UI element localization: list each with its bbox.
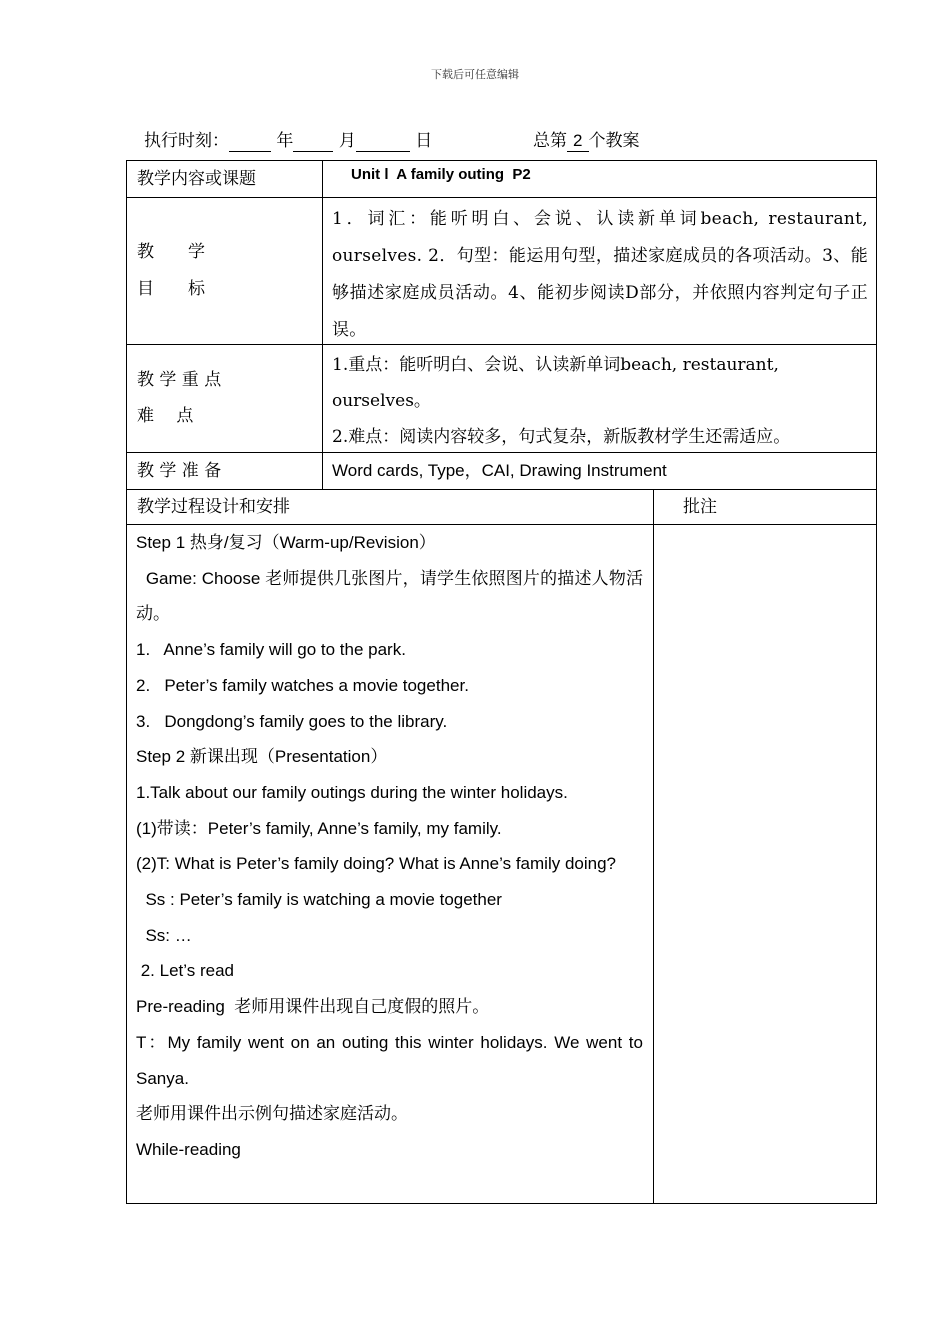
topic-value: Unit l A family outing P2 xyxy=(351,166,531,183)
year-label: 年 xyxy=(276,131,294,151)
col-divider xyxy=(322,161,323,489)
process-label: 教学过程设计和安排 xyxy=(137,497,290,517)
process-line: 1. Anne’s family will go to the park. xyxy=(136,640,406,660)
process-line: While-reading xyxy=(136,1139,241,1159)
process-content xyxy=(136,525,643,1168)
goals-label-1: 教 学 xyxy=(137,242,205,262)
prep-label: 教 学 准 备 xyxy=(137,461,222,481)
process-line: (1)带读：Peter’s family, Anne’s family, my family. xyxy=(136,818,502,838)
col-divider xyxy=(653,489,654,1203)
day-blank xyxy=(356,134,410,152)
day-label: 日 xyxy=(415,131,433,151)
process-line: 2. Peter’s family watches a movie together. xyxy=(136,675,469,695)
date-line xyxy=(144,126,640,152)
prep-value: Word cards, Type，CAI, Drawing Instrument xyxy=(332,461,667,480)
process-line: T：My family went on an outing this winter holidays. We went to Sanya. xyxy=(136,1032,643,1088)
goals-value: 1．词汇：能听明白、会说、认读新单词beach, restaurant, ourselves. 2．句型：能运用句型，描述家庭成员的各项活动。3、能够描述家庭成员活动。4、能初步阅读D部分，并依照内容判定句子正误。 xyxy=(332,209,868,340)
notes-label: 批注 xyxy=(683,497,717,517)
process-line: Step 2 新课出现（Presentation） xyxy=(136,747,388,767)
goals-label-2: 目 标 xyxy=(137,279,205,299)
key-value xyxy=(332,347,872,455)
month-label: 月 xyxy=(338,131,356,151)
process-line: Ss: … xyxy=(136,925,192,945)
month-blank xyxy=(293,134,333,152)
lesson-plan-table xyxy=(126,160,877,1204)
key-line-3: 2.难点：阅读内容较多，句式复杂，新版教材学生还需适应。 xyxy=(332,427,791,447)
process-line: Step 1 热身/复习（Warm-up/Revision） xyxy=(136,533,436,552)
process-line: Game: Choose 老师提供几张图片，请学生依照图片的描述人物活动。 xyxy=(136,568,643,624)
row-divider xyxy=(127,197,876,198)
header-note: 下载后可任意编辑 xyxy=(431,68,519,81)
process-line: Pre-reading 老师用课件出现自己度假的照片。 xyxy=(136,997,490,1017)
total-suffix: 个教案 xyxy=(588,131,640,151)
total-number: 2 xyxy=(567,131,588,152)
process-line: Ss : Peter’s family is watching a movie together xyxy=(136,890,502,910)
year-blank xyxy=(229,134,271,152)
process-line: 老师用课件出示例句描述家庭活动。 xyxy=(136,1104,408,1124)
date-prefix: 执行时刻： xyxy=(144,131,229,151)
total-prefix: 总第 xyxy=(533,131,568,151)
topic-label: 教学内容或课题 xyxy=(137,169,256,189)
process-line: 2. Let’s read xyxy=(136,961,234,981)
key-line-1: 1.重点：能听明白、会说、认读新单词beach, restaurant, xyxy=(332,355,779,375)
key-label-2: 难 点 xyxy=(137,406,194,426)
process-line: (2)T: What is Peter’s family doing? What is Anne’s family doing? xyxy=(136,854,616,874)
key-line-2: ourselves。 xyxy=(332,391,431,411)
row-divider xyxy=(127,489,876,490)
process-line: 1.Talk about our family outings during the winter holidays. xyxy=(136,782,568,802)
process-line: 3. Dongdong’s family goes to the library. xyxy=(136,711,448,731)
key-label-1: 教 学 重 点 xyxy=(137,370,222,390)
